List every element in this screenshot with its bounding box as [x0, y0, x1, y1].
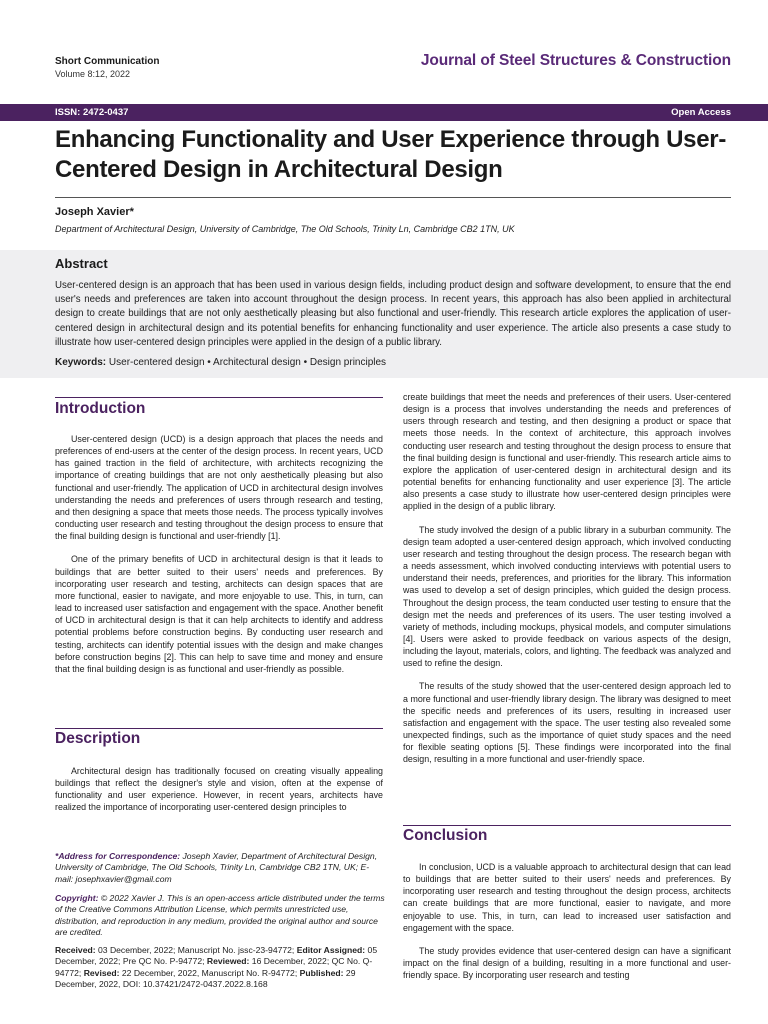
description-rule — [55, 728, 383, 729]
received-text: 03 December, 2022; Manuscript No. jssc-23-94772; — [95, 945, 297, 955]
copyright-label: Copyright: — [55, 893, 99, 903]
received-label: Received: — [55, 945, 96, 955]
reviewed-label: Reviewed: — [206, 956, 250, 967]
open-access-label: Open Access — [671, 107, 731, 118]
correspondence-note — [55, 851, 385, 885]
issn-band — [0, 104, 768, 121]
keywords-line — [55, 357, 386, 368]
paragraph: User-centered design (UCD) is a design approach that places the needs and preferences of end-users at the center of the design process. In recent years, UCD has gained traction in the field of architecture, with architects recognizing the importance of creating buildings that are not only aesthetically pleasing but also functional and user-friendly. The application of UCD in architectural design involves understanding the needs and preferences of users through research and testing, and then designing a space that meets those needs. The process typically involves conducting user research and testing throughout the design process to ensure that the final building design is functional and user-friendly [1]. — [55, 434, 383, 542]
revised-label: Revised: — [83, 967, 120, 978]
author-affiliation: Department of Architectural Design, University of Cambridge, The Old Schools, Trinity Ln, Cambridge CB2 1TN, UK — [55, 224, 515, 234]
paragraph: The study involved the design of a public library in a suburban community. The design team adopted a user-centered design approach, which involved conducting user research and testing throughout the design process. The research began with a needs assessment, which involved conducting interviews with potential users to understand their needs, preferences, and priorities for the library. This information was used to develop a set of design principles, which guided the design process. Throughout the design process, the team conducted user testing to ensure that the design met the needs and preferences of its users. The user testing involved a variety of methods, including mockups, physical models, and computer simulations [4]. Users were asked to provide feedback on various aspects of the design, including the layout, materials, colors, and lighting. The feedback was analyzed and used to refine the design. — [403, 524, 731, 669]
article-title: Enhancing Functionality and User Experience through User-Centered Design in Architectural Design — [55, 126, 727, 183]
paragraph: create buildings that meet the needs and preferences of their users. User-centered design is a process that involves understanding the needs and preferences of users through research and testing, and then designing a product or space that meets those needs. In the context of architecture, this approach involves conducting user research and testing throughout the design process to ensure that the final building design is functional and user-friendly. This research article aims to explore the application of user-centered design in architectural design and its potential benefits for enhancing functionality and user experience [3]. The article also presents a case study to illustrate how user-centered design principles were applied in the design of a public library. — [403, 392, 731, 512]
description-heading: Description — [55, 730, 141, 747]
description-body-start — [55, 765, 383, 825]
abstract-heading: Abstract — [55, 256, 108, 271]
revised-text: 22 December, 2022, Manuscript No. R-94772; — [119, 967, 300, 978]
keywords-label: Keywords: — [55, 357, 107, 368]
author-name: Joseph Xavier* — [55, 206, 134, 218]
history-note — [55, 945, 385, 990]
paragraph: Architectural design has traditionally focused on creating visually appealing buildings that reflect the designer's style and vision, often at the expense of functionality and user experience. However, in recent years, architects have realized the importance of incorporating user-centered design principles to — [55, 766, 383, 813]
article-type: Short Communication — [55, 56, 160, 67]
introduction-heading: Introduction — [55, 400, 146, 417]
issn-label: ISSN: 2472-0437 — [55, 107, 129, 118]
journal-name[interactable]: Journal of Steel Structures & Construction — [420, 52, 731, 69]
article-meta — [55, 56, 159, 80]
conclusion-heading: Conclusion — [403, 827, 488, 844]
keywords-list: User-centered design • Architectural design • Design principles — [108, 357, 387, 368]
paragraph: In conclusion, UCD is a valuable approach to architectural design that can lead to buildings that are better suited to their users' needs and preferences. By incorporating user research and testing throughout the design process, architects can create buildings that are more functional, easier to navigate, and more enjoyable to use. This, in turn, can lead to increased user satisfaction and engagement with the space. — [403, 862, 731, 933]
paragraph: One of the primary benefits of UCD in architectural design is that it leads to buildings that are better suited to their users' needs and preferences. By incorporating user research and testing, architects can design spaces that are more functional, easier to navigate, and more enjoyable to use. This, in turn, can lead to increased user satisfaction and engagement with the space. Another benefit of UCD in architectural design is that it can help architects to identify and address potential problems before construction begins. By conducting user research and testing, architects can identify potential issues with the design and make changes before construction begins [2]. This can help to save time and money and ensure that the final building design is as functional and user-friendly as possible. — [55, 554, 383, 674]
conclusion-rule — [403, 825, 731, 826]
paragraph: The results of the study showed that the user-centered design approach led to a more functional and user-friendly library design. The library was designed to meet the specific needs and preferences of its users, resulting in increased user satisfaction and engagement with the space. The user testing also revealed some unexpected findings, such as the importance of quiet study spaces and the need for flexible seating options [5]. These findings were incorporated into the final design, resulting in a more functional and user-friendly space. — [403, 681, 731, 765]
paragraph: The study provides evidence that user-centered design can have a significant impact on the final design of a building, resulting in a more functional and user-friendly space. By incorporating user research and testing — [403, 945, 731, 981]
abstract-panel — [0, 250, 768, 378]
conclusion-body — [403, 861, 731, 992]
editor-label: Editor Assigned: — [296, 945, 366, 955]
abstract-text: User-centered design is an approach that has been used in various design fields, including product design and software development, to ensure that the end user's needs and preferences are taken into account throughout the design process. In recent years, this approach has also been applied in architectural design to create buildings that are not only aesthetically pleasing but also functional and user-friendly. This research article explores the application of user-centered design in architectural design and its potential benefits for enhancing functionality and user experience. The article also presents a case study to illustrate how user-centered design principles were applied in the design of a public library. — [55, 280, 731, 348]
copyright-note — [55, 893, 385, 938]
copyright-text: © 2022 Xavier J. This is an open-access article distributed under the terms of the Creative Commons Attribution License, which permits unrestricted use, distribution, and reproduction in any medium, provided the original author and source are credited. — [55, 893, 385, 937]
volume-label: Volume 8:12, 2022 — [55, 69, 131, 79]
reviewed-text: 16 December, 2022; QC No. Q-94772; — [55, 956, 373, 978]
introduction-rule — [55, 397, 383, 398]
introduction-body — [55, 433, 383, 686]
correspondence-text[interactable]: Joseph Xavier, Department of Architectural Design, University of Cambridge, The Old Schools, Trinity Ln, Cambridge CB2 1TN, UK; E-mail: josephxavier@gmail.com — [55, 851, 378, 884]
editor-text: 05 December, 2022; Pre QC No. P-94772; — [55, 945, 378, 967]
published-text[interactable]: 29 December, 2022, DOI: 10.37421/2472-0437.2022.8.168 — [55, 967, 356, 989]
description-body-continued — [403, 391, 731, 777]
published-label: Published: — [299, 967, 344, 978]
correspondence-label: *Address for Correspondence: — [55, 851, 181, 861]
title-divider — [55, 197, 731, 198]
